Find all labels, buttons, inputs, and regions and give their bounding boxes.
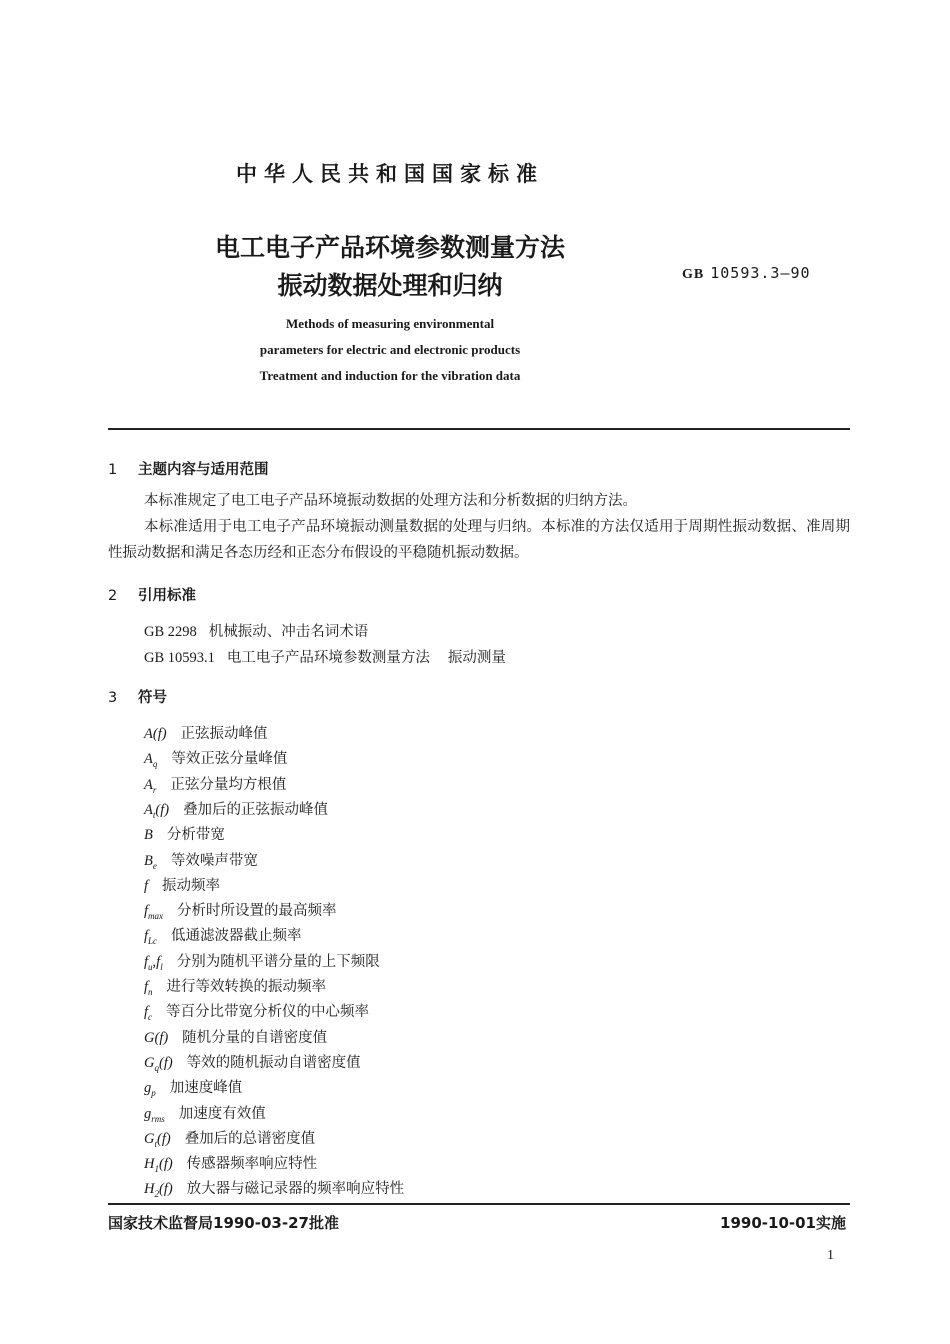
symbol: $f_{Lc}$ bbox=[144, 928, 158, 947]
standard-title-line2: 振动数据处理和归纳 bbox=[277, 271, 503, 300]
symbol-description: 叠加后的总谱密度值 bbox=[184, 1130, 316, 1147]
header-divider bbox=[108, 428, 850, 430]
symbol-row bbox=[144, 1152, 317, 1174]
standard-code-number: 10593.3—90 bbox=[710, 264, 811, 282]
symbol-row bbox=[144, 975, 326, 997]
symbol-description: 进行等效转换的振动频率 bbox=[166, 979, 327, 995]
symbol-description: 随机分量的自谱密度值 bbox=[182, 1029, 328, 1046]
english-title-line3: Treatment and induction for the vibration data bbox=[259, 368, 521, 383]
symbol-row bbox=[144, 924, 302, 946]
symbol-row bbox=[144, 899, 337, 921]
symbol-description: 等效的随机振动自谱密度值 bbox=[186, 1054, 361, 1071]
symbol: $G_q(f)$ bbox=[144, 1054, 173, 1073]
national-standard-heading: 中华人民共和国国家标准 bbox=[236, 162, 544, 186]
english-title-line2: parameters for electric and electronic products bbox=[259, 342, 521, 357]
symbol: $g_p$ bbox=[144, 1080, 156, 1099]
section-3-number: 3 bbox=[108, 690, 118, 706]
section-1-paragraph-2: 本标准适用于电工电子产品环境振动测量数据的处理与归纳。本标准的方法仅适用于周期性振动数据、准周期性振动数据和满足各态历经和正态分布假设的平稳随机振动数据。 bbox=[108, 519, 850, 561]
section-3-title: 符号 bbox=[138, 690, 167, 706]
symbol-description: 叠加后的正弦振动峰值 bbox=[183, 801, 329, 818]
section-2-number: 2 bbox=[108, 588, 118, 604]
reference-item bbox=[144, 646, 506, 667]
symbol-description: 分别为随机平谱分量的上下频限 bbox=[176, 953, 380, 970]
symbol-description: 等百分比带宽分析仪的中心频率 bbox=[166, 1004, 370, 1021]
symbol-row bbox=[144, 1177, 404, 1199]
symbol-row bbox=[144, 874, 220, 895]
implementation-date: 1990-10-01实施 bbox=[720, 1214, 846, 1232]
reference-title: 机械振动、冲击名词术语 bbox=[208, 624, 369, 640]
symbol-description: 低通滤波器截止频率 bbox=[171, 928, 302, 945]
english-title-line1: Methods of measuring environmental bbox=[285, 316, 495, 331]
symbol-row bbox=[144, 1026, 327, 1047]
symbol-row bbox=[144, 1102, 266, 1124]
symbol: G(f) bbox=[144, 1029, 169, 1046]
standard-code-prefix: GB bbox=[682, 267, 705, 282]
symbol: $f_{max}$ bbox=[144, 903, 164, 921]
symbol-row bbox=[144, 798, 328, 820]
symbol: $G_t(f)$ bbox=[144, 1130, 171, 1149]
reference-code: GB 2298 bbox=[144, 624, 197, 640]
section-1-paragraph-1: 本标准规定了电工电子产品环境振动数据的处理方法和分析数据的归纳方法。 bbox=[144, 493, 637, 509]
symbol-description: 分析带宽 bbox=[166, 827, 225, 844]
symbol: f bbox=[144, 877, 149, 894]
symbol-row bbox=[144, 1000, 369, 1022]
symbol-description: 加速度有效值 bbox=[178, 1105, 266, 1122]
section-1-heading bbox=[108, 458, 269, 479]
symbol-row bbox=[144, 773, 286, 795]
symbol: $H_1(f)$ bbox=[144, 1156, 173, 1174]
section-2-title: 引用标准 bbox=[138, 588, 196, 604]
symbol: A(f) bbox=[144, 726, 167, 742]
symbol: $g_{rms}$ bbox=[144, 1105, 165, 1124]
symbol-description: 正弦振动峰值 bbox=[180, 726, 268, 742]
symbol-description: 放大器与磁记录器的频率响应特性 bbox=[186, 1181, 405, 1198]
symbol: $f_c$ bbox=[144, 1004, 153, 1023]
symbol-description: 传感器频率响应特性 bbox=[186, 1156, 318, 1173]
section-1-number: 1 bbox=[108, 462, 118, 478]
reference-title: 电工电子产品环境参数测量方法 bbox=[226, 650, 430, 666]
symbol: $A_q$ bbox=[144, 751, 158, 770]
page-number: 1 bbox=[827, 1248, 834, 1263]
section-3-heading bbox=[108, 686, 167, 707]
symbol: $H_2(f)$ bbox=[144, 1181, 173, 1200]
symbol-row bbox=[144, 823, 225, 844]
reference-code: GB 10593.1 bbox=[144, 650, 215, 666]
section-2-heading bbox=[108, 584, 196, 605]
symbol: $f_n$ bbox=[144, 979, 153, 997]
symbol-row bbox=[144, 1076, 242, 1098]
symbol-description: 振动频率 bbox=[162, 877, 221, 894]
reference-item bbox=[144, 620, 368, 641]
symbol-description: 等效噪声带宽 bbox=[170, 852, 258, 869]
symbol: $A_r$ bbox=[144, 776, 157, 795]
standard-title-line1: 电工电子产品环境参数测量方法 bbox=[214, 233, 565, 262]
symbol-row bbox=[144, 1051, 361, 1073]
reference-extra: 振动测量 bbox=[447, 650, 506, 666]
symbol: $f_u,f_l$ bbox=[144, 953, 163, 972]
symbol-row bbox=[144, 849, 258, 871]
section-1-title: 主题内容与适用范围 bbox=[138, 462, 269, 478]
symbol: $A_t(f)$ bbox=[144, 801, 170, 820]
symbol-row bbox=[144, 1127, 315, 1149]
symbol-row bbox=[144, 722, 268, 743]
symbol-description: 等效正弦分量峰值 bbox=[171, 751, 288, 768]
approval-text: 国家技术监督局1990-03-27批准 bbox=[108, 1214, 339, 1232]
symbol-row bbox=[144, 747, 287, 769]
symbol-description: 加速度峰值 bbox=[169, 1080, 243, 1097]
symbol-row bbox=[144, 950, 380, 972]
standard-code bbox=[682, 264, 811, 283]
symbol-description: 正弦分量均方根值 bbox=[170, 776, 287, 793]
symbol-description: 分析时所设置的最高频率 bbox=[177, 903, 337, 920]
symbol: B bbox=[144, 827, 153, 844]
footer-divider bbox=[108, 1203, 850, 1205]
symbol: $B_e$ bbox=[144, 852, 157, 871]
